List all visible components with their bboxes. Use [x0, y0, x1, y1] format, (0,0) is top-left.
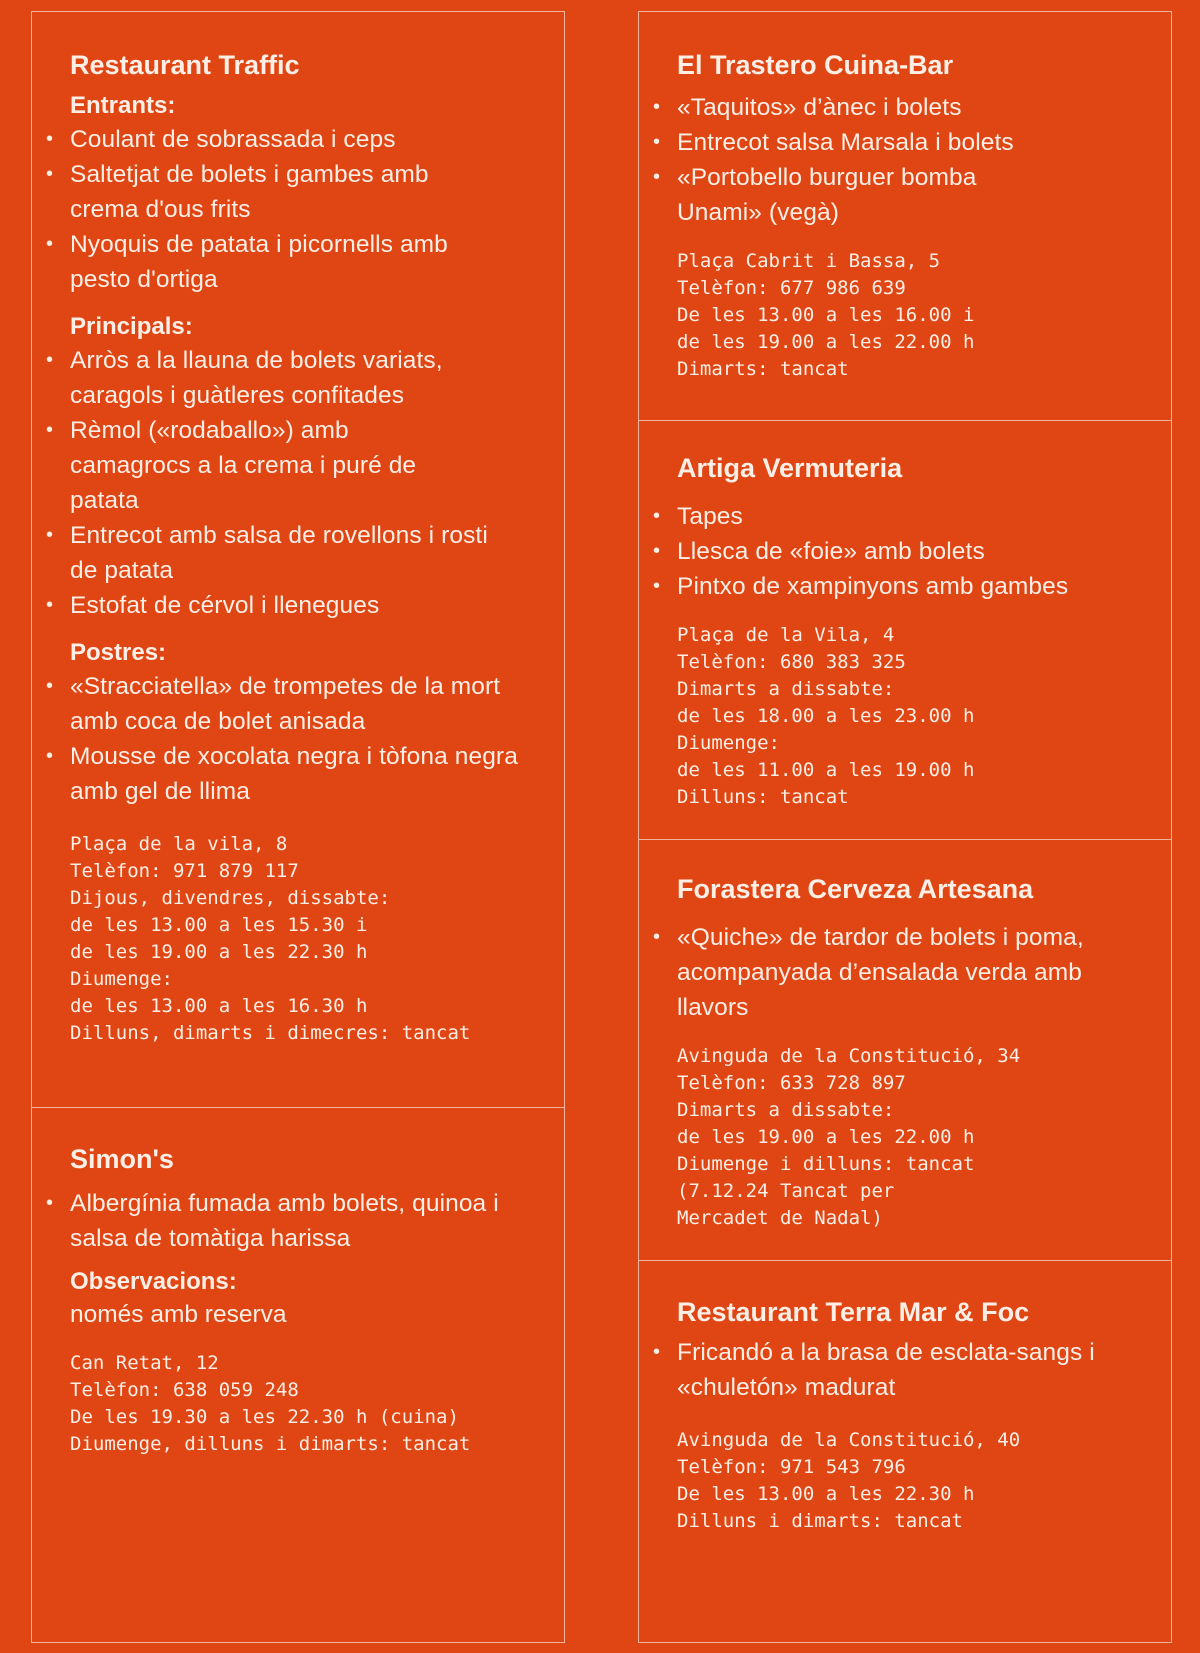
dish-list	[677, 499, 1135, 604]
observations-heading: Observacions:	[70, 1268, 237, 1295]
phone: Telèfon: 677 986 639	[677, 277, 906, 299]
address: Plaça Cabrit i Bassa, 5	[677, 250, 941, 272]
hours-line: Dimarts a dissabte:	[677, 678, 895, 700]
closed-days: Dilluns: tancat	[677, 786, 849, 808]
address: Can Retat, 12	[70, 1352, 219, 1374]
dish-item: • Llesca de «foie» amb bolets	[677, 534, 1135, 569]
hours-line: Diumenge:	[70, 968, 173, 990]
restaurant-name: Restaurant Terra Mar & Foc	[677, 1297, 1030, 1327]
dish-item: • Pintxo de xampinyons amb gambes	[677, 569, 1135, 604]
contact-info	[677, 1043, 1135, 1232]
hours-line: de les 13.00 a les 15.30 i	[70, 914, 368, 936]
phone: Telèfon: 638 059 248	[70, 1379, 299, 1401]
dish-item: • «Taquitos» d’ànec i bolets	[677, 90, 1135, 125]
closed-days: Diumenge, dilluns i dimarts: tancat	[70, 1433, 471, 1455]
restaurant-traffic-card	[32, 12, 564, 1107]
dish-item: • «Portobello burguer bomba Unami» (vegà)	[677, 160, 1057, 230]
hours-line: de les 13.00 a les 16.30 h	[70, 995, 368, 1017]
hours-line: Diumenge:	[677, 732, 780, 754]
dish-item: • «Stracciatella» de trompetes de la mort amb coca de bolet anisada	[70, 669, 520, 739]
restaurant-name: El Trastero Cuina-Bar	[677, 50, 954, 80]
hours-line: De les 13.00 a les 16.00 i	[677, 304, 975, 326]
left-column	[31, 11, 565, 1643]
closed-days: Diumenge i dilluns: tancat	[677, 1153, 975, 1175]
hours-line: De les 13.00 a les 22.30 h	[677, 1483, 975, 1505]
address: Avinguda de la Constitució, 40	[677, 1429, 1021, 1451]
phone: Telèfon: 680 383 325	[677, 651, 906, 673]
hours-line: de les 19.00 a les 22.30 h	[70, 941, 368, 963]
note-line: (7.12.24 Tancat per	[677, 1180, 895, 1202]
hours-line: de les 18.00 a les 23.00 h	[677, 705, 975, 727]
dish-item: • Albergínia fumada amb bolets, quinoa i salsa de tomàtiga harissa	[70, 1186, 510, 1256]
el-trastero-card	[639, 12, 1171, 420]
forastera-card	[639, 839, 1171, 1260]
address: Avinguda de la Constitució, 34	[677, 1045, 1021, 1067]
address: Plaça de la vila, 8	[70, 833, 288, 855]
closed-days: Dilluns i dimarts: tancat	[677, 1510, 963, 1532]
dish-list	[677, 920, 1135, 1025]
contact-info	[70, 831, 528, 1047]
dish-list	[70, 669, 528, 809]
contact-info	[677, 248, 1135, 383]
dish-item: • «Quiche» de tardor de bolets i poma, acompanyada d’ensalada verda amb llavors	[677, 920, 1117, 1025]
restaurant-name: Restaurant Traffic	[70, 50, 300, 80]
artiga-vermuteria-card	[639, 420, 1171, 839]
dish-item: • Estofat de cérvol i llenegues	[70, 588, 528, 623]
phone: Telèfon: 971 543 796	[677, 1456, 906, 1478]
restaurant-name: Simon's	[70, 1144, 174, 1174]
restaurant-name: Artiga Vermuteria	[677, 453, 903, 483]
right-column	[638, 11, 1172, 1643]
phone: Telèfon: 633 728 897	[677, 1072, 906, 1094]
dish-list	[70, 343, 528, 623]
hours-line: de les 11.00 a les 19.00 h	[677, 759, 975, 781]
section-heading-principals: Principals:	[70, 313, 193, 340]
restaurant-name: Forastera Cerveza Artesana	[677, 874, 1034, 904]
section-heading-postres: Postres:	[70, 639, 167, 666]
hours-line: Dimarts a dissabte:	[677, 1099, 895, 1121]
dish-list	[677, 1335, 1135, 1405]
phone: Telèfon: 971 879 117	[70, 860, 299, 882]
closed-days: Dilluns, dimarts i dimecres: tancat	[70, 1022, 471, 1044]
simons-card	[32, 1107, 564, 1644]
dish-item: • Tapes	[677, 499, 1135, 534]
contact-info	[70, 1350, 528, 1458]
dish-list	[70, 122, 528, 297]
dish-item: • Arròs a la llauna de bolets variats, caragols i guàtleres confitades	[70, 343, 528, 413]
observations-text: només amb reserva	[70, 1301, 287, 1328]
dish-item: • Coulant de sobrassada i ceps	[70, 122, 528, 157]
dish-list	[70, 1186, 528, 1256]
dish-item: • Entrecot amb salsa de rovellons i rosti de patata	[70, 518, 490, 588]
dish-item: • Fricandó a la brasa de esclata-sangs i «chuletón» madurat	[677, 1335, 1157, 1405]
terra-mar-foc-card	[639, 1260, 1171, 1644]
closed-days: Dimarts: tancat	[677, 358, 849, 380]
hours-line: Dijous, divendres, dissabte:	[70, 887, 391, 909]
dish-item: • Entrecot salsa Marsala i bolets	[677, 125, 1135, 160]
hours-line: De les 19.30 a les 22.30 h (cuina)	[70, 1406, 459, 1428]
dish-item: • Saltetjat de bolets i gambes amb crema d'ous frits	[70, 157, 450, 227]
dish-item: • Nyoquis de patata i picornells amb pesto d'ortiga	[70, 227, 460, 297]
hours-line: de les 19.00 a les 22.00 h	[677, 1126, 975, 1148]
dish-item: • Mousse de xocolata negra i tòfona negra amb gel de llima	[70, 739, 528, 809]
dish-item: • Rèmol («rodaballo») amb camagrocs a la crema i puré de patata	[70, 413, 440, 518]
dish-list	[677, 90, 1135, 230]
contact-info	[677, 1427, 1135, 1535]
hours-line: de les 19.00 a les 22.00 h	[677, 331, 975, 353]
address: Plaça de la Vila, 4	[677, 624, 895, 646]
contact-info	[677, 622, 1135, 811]
section-heading-entrants: Entrants:	[70, 92, 176, 119]
note-line: Mercadet de Nadal)	[677, 1207, 883, 1229]
